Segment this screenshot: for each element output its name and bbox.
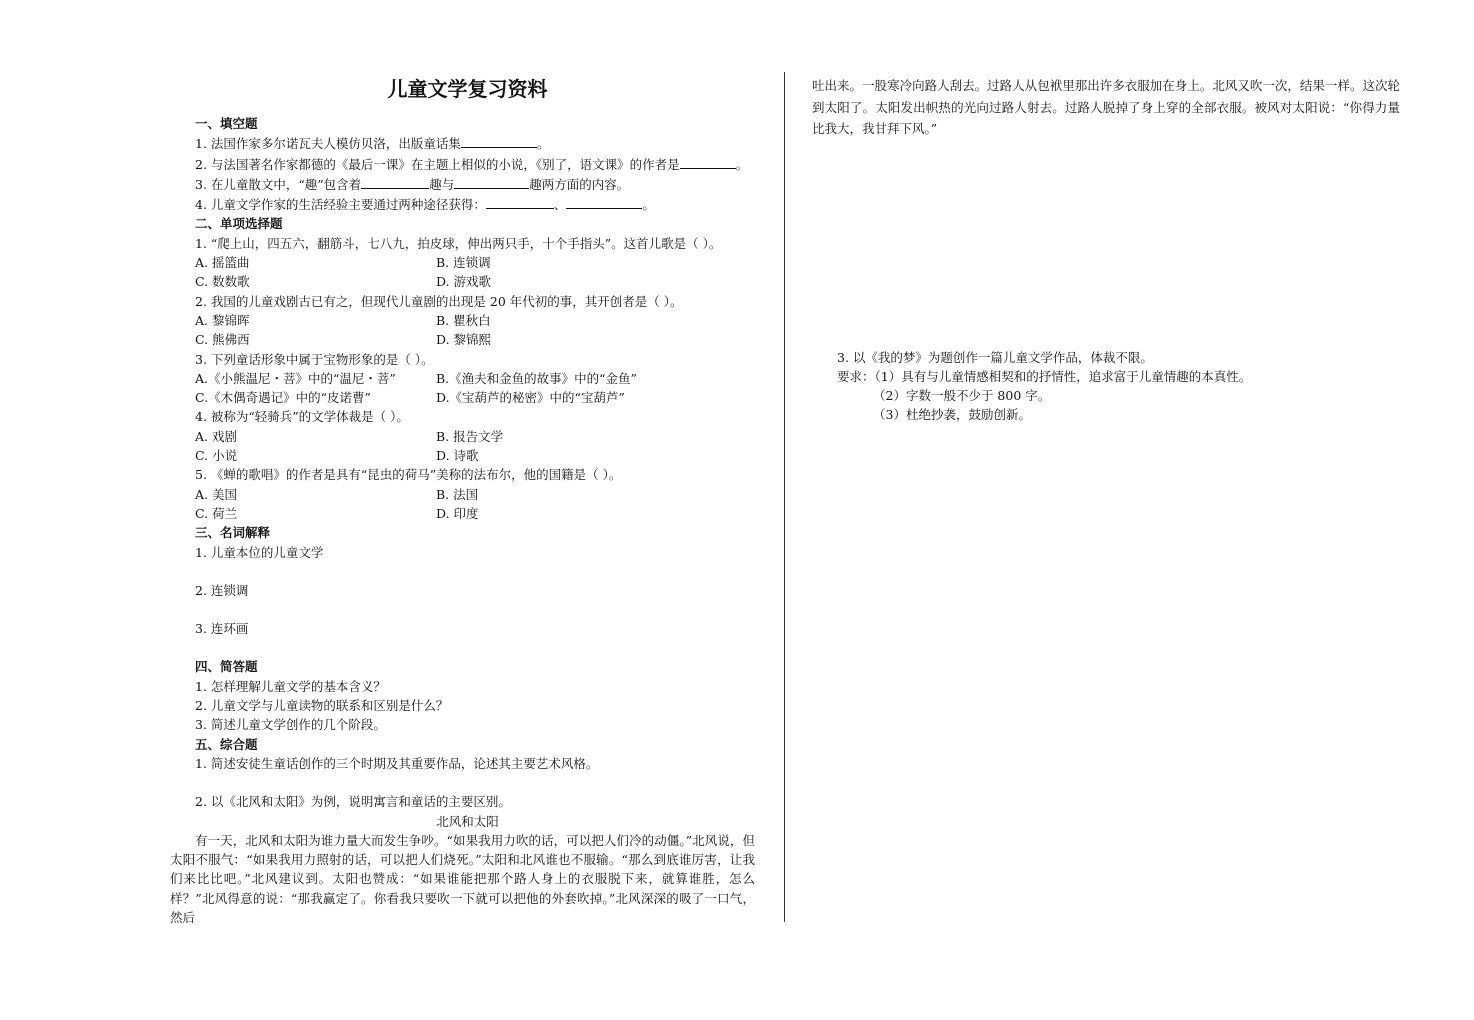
story-continuation: 吐出来。一股寒冷向路人刮去。过路人从包袱里那出许多衣服加在身上。北风又吹一次，结果一样。这次轮到太阳了。太阳发出帜热的光向过路人射去。过路人脱掉了身上穿的全部衣服。被风对太阳说：“你得力量比我大，我甘拜下风。” — [812, 78, 1400, 136]
choice-options-row — [195, 504, 765, 523]
choice-options-row — [195, 485, 765, 504]
option-c: C.《木偶奇遇记》中的“皮诺曹” — [195, 390, 371, 406]
option-a: A.《小熊温尼・菩》中的“温尼・菩” — [195, 370, 396, 386]
option-d: D. 诗歌 — [436, 448, 479, 464]
choice-options-row — [195, 427, 765, 446]
choice-question-3: 3. 下列童话形象中属于宝物形象的是（ ）。 — [195, 351, 434, 367]
fill-question-3 — [195, 174, 765, 194]
section-multiple-choice-heading: 二、单项选择题 — [195, 216, 283, 232]
comprehensive-question-3: 3. 以《我的梦》为题创作一篇儿童文学作品，体裁不限。 — [837, 349, 1153, 365]
requirements-label: 要求： — [837, 368, 875, 384]
choice-question-5: 5. 《蝉的歌唱》的作者是具有“昆虫的荷马”美称的法布尔，他的国籍是（ ）。 — [195, 467, 622, 483]
question-text: 。 — [536, 136, 550, 152]
option-a: A. 美国 — [195, 486, 237, 502]
section-term-explanation-heading: 三、名词解释 — [195, 525, 271, 541]
fill-question-4 — [195, 194, 765, 214]
comprehensive-question-1: 1. 简述安徒生童话创作的三个时期及其重要作品，论述其主要艺术风格。 — [195, 755, 599, 771]
right-column — [812, 75, 1412, 425]
option-d: D. 印度 — [436, 505, 479, 521]
choice-question-4: 4. 被称为“轻骑兵”的文学体裁是（ ）。 — [195, 409, 409, 425]
option-b: B.《渔夫和金鱼的故事》中的“金鱼” — [436, 370, 637, 386]
question-text: 2. 与法国著名作家都德的《最后一课》在主题上相似的小说，《别了，语文课》的作者是 — [195, 156, 680, 172]
option-c: C. 小说 — [195, 448, 238, 464]
answer-blank — [566, 194, 642, 209]
question-text: 趣两方面的内容。 — [529, 176, 630, 192]
comprehensive-question-2: 2. 以《北风和太阳》为例，说明寓言和童话的主要区别。 — [195, 794, 511, 810]
option-b: B. 报告文学 — [436, 428, 504, 444]
answer-blank — [461, 133, 537, 148]
option-b: B. 法国 — [436, 486, 479, 502]
fill-question-2 — [195, 154, 765, 174]
choice-options-row — [195, 369, 765, 388]
requirement-item: （1）具有与儿童情感相契和的抒情性，追求富于儿童情趣的本真性。 — [874, 368, 1252, 384]
answer-blank — [454, 174, 529, 189]
option-c: C. 数数歌 — [195, 274, 250, 290]
option-b: B. 连锁调 — [436, 255, 491, 271]
question-text: 、 — [553, 197, 567, 213]
requirement-item: （2）字数一般不少于 800 字。 — [873, 388, 1051, 404]
section-fill-in-blank-heading: 一、填空题 — [195, 116, 258, 131]
short-question-1: 1. 怎样理解儿童文学的基本含义？ — [195, 678, 386, 694]
answer-blank — [486, 194, 554, 209]
choice-options-row — [195, 388, 765, 407]
section-comprehensive-heading: 五、综合题 — [195, 736, 258, 752]
choice-options-row — [195, 446, 765, 465]
option-d: D. 游戏歌 — [436, 274, 492, 290]
column-divider — [784, 72, 785, 922]
left-column — [170, 72, 765, 927]
choice-options-row — [195, 311, 765, 330]
question-text: 。 — [735, 156, 749, 172]
document-title: 儿童文学复习资料 — [387, 77, 548, 101]
option-a: A. 黎锦晖 — [195, 312, 250, 328]
question-text: 趣与 — [429, 176, 455, 192]
choice-options-row — [195, 272, 765, 291]
answer-blank — [680, 154, 736, 169]
requirement-item: （3）杜绝抄袭，鼓励创新。 — [873, 407, 1031, 423]
section-short-answer-heading: 四、简答题 — [195, 659, 258, 675]
choice-options-row — [195, 253, 765, 272]
question-text: 4. 儿童文学作家的生活经验主要通过两种途径获得： — [195, 197, 486, 213]
choice-options-row — [195, 330, 765, 349]
question-text: 。 — [642, 197, 655, 213]
option-a: A. 戏剧 — [195, 428, 237, 444]
answer-blank — [361, 174, 429, 189]
story-title: 北风和太阳 — [436, 813, 499, 829]
short-question-3: 3. 简述儿童文学创作的几个阶段。 — [195, 717, 386, 733]
choice-question-2: 2. 我国的儿童戏剧古已有之，但现代儿童剧的出现是 20 年代初的事，其开创者是（ ）。 — [195, 293, 683, 309]
option-c: C. 熊佛西 — [195, 332, 250, 348]
story-body — [170, 831, 755, 927]
option-d: D. 黎锦熙 — [436, 332, 492, 348]
option-c: C. 荷兰 — [195, 505, 238, 521]
option-a: A. 摇篮曲 — [195, 255, 250, 271]
question-text: 1. 法国作家多尔诺瓦夫人模仿贝洛，出版童话集 — [195, 136, 461, 152]
choice-question-1: 1. “爬上山，四五六，翻筋斗，七八九，拍皮球，伸出两只手，十个手指头”。这首儿歌是（ ）。 — [195, 235, 722, 251]
option-d: D.《宝葫芦的秘密》中的“宝葫芦” — [436, 390, 625, 406]
question-text: 3. 在儿童散文中，“趣”包含着 — [195, 176, 362, 192]
story-paragraph: 有一天，北风和太阳为谁力量大而发生争吵。“如果我用力吹的话，可以把人们冷的动僵。”北风说，但太阳不服气：“如果我用力照射的话，可以把人们烧死。”太阳和北风谁也不服输。“那么到底谁厉害，让我们来比比吧。”北风建议到。太阳也赞成：“如果谁能把那个路人身上的衣服脱下来，就算谁胜，怎么样？”北风得意的说：“那我赢定了。你看我只要吹一下就可以把他的外套吹掉。”北风深深的吸了一口气，然后 — [170, 832, 755, 925]
essay-question — [837, 348, 1412, 425]
fill-question-1 — [195, 133, 765, 153]
option-b: B. 瞿秋白 — [436, 312, 491, 328]
requirements-row-1 — [837, 367, 1412, 386]
term-question-1: 1. 儿童本位的儿童文学 — [195, 544, 324, 560]
term-question-3: 3. 连环画 — [195, 621, 249, 637]
short-question-2: 2. 儿童文学与儿童读物的联系和区别是什么？ — [195, 698, 449, 714]
term-question-2: 2. 连锁调 — [195, 582, 249, 598]
